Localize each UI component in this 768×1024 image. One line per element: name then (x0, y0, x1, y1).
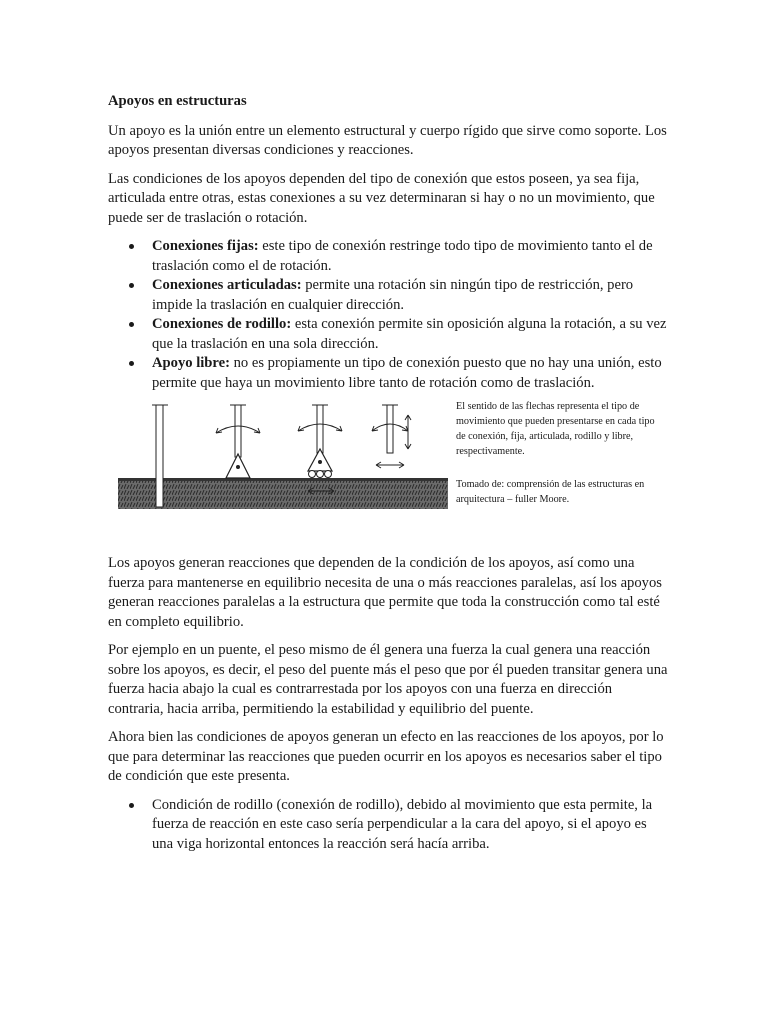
figure-row (108, 399, 668, 544)
supports-illustration (118, 399, 448, 511)
list-item-fixed (108, 237, 668, 276)
final-list (108, 796, 668, 855)
desc-articulated: permite una rotación sin ningún tipo de restricción, pero impide la traslación en cualquier dirección. (152, 277, 634, 313)
figure-caption (456, 399, 666, 525)
caption-source: Tomado de: comprensión de las estructuras en arquitectura – fuller Moore. (456, 479, 645, 505)
term-articulated: Conexiones articuladas: (152, 277, 302, 293)
term-free: Apoyo libre: (152, 355, 230, 371)
term-fixed: Conexiones fijas: (152, 238, 259, 254)
document-title: Apoyos en estructuras (108, 93, 247, 109)
desc-fixed: este tipo de conexión restringe todo tipo de movimiento tanto el de traslación como el de rotación. (152, 238, 653, 274)
body-paragraph-4: Por ejemplo en un puente, el peso mismo de él genera una fuerza la cual genera una reacción sobre los apoyos, es decir, el peso del puente más el peso que por él pueden transitar genera una fuerza hacia abajo la cual es contrarrestada por los apoyos con una fuerza en dirección contraria, hacia arriba, permitiendo la estabilidad y equilibrio del puente. (108, 642, 668, 717)
list-item-roller-condition: Condición de rodillo (conexión de rodillo), debido al movimiento que esta permite, la fuerza de reacción en este caso sería perpendicular a la cara del apoyo, si el apoyo es una viga horizontal entonces la reacción será hacía arriba. (108, 796, 668, 855)
list-item-articulated (108, 276, 668, 315)
desc-free: no es propiamente un tipo de conexión puesto que no hay una unión, esto permite que haya un movimiento libre tanto de rotación como de traslación. (152, 355, 662, 391)
desc-roller: esta conexión permite sin oposición alguna la rotación, a su vez que la traslación en una sola dirección. (152, 316, 667, 352)
connections-list (108, 237, 668, 393)
term-roller: Conexiones de rodillo: (152, 316, 292, 332)
list-item-free (108, 354, 668, 393)
pin-support-icon (216, 405, 260, 478)
body-paragraph-5: Ahora bien las condiciones de apoyos generan un efecto en las reacciones de los apoyos, por lo que para determinar las reacciones que pueden ocurrir en los apoyos es necesarios saber el tipo de condición que este presenta. (108, 729, 664, 784)
intro-paragraph-2: Las condiciones de los apoyos dependen del tipo de conexión que estos poseen, ya sea fija, articulada entre otras, estas conexiones a su vez determinaran si hay o no un movimiento, que puede ser de traslación o rotación. (108, 170, 655, 226)
list-item-roller (108, 315, 668, 354)
body-paragraph-3: Los apoyos generan reacciones que dependen de la condición de los apoyos, así como una fuerza para mantenerse en equilibrio necesita de una o más reacciones paralelas, así los apoyos generan reacciones paralelas a la estructura que permite que toda la construcción como tal esté en completo equilibrio. (108, 555, 662, 630)
ground-shape (118, 479, 448, 509)
intro-paragraph-1: Un apoyo es la unión entre un elemento estructural y cuerpo rígido que sirve como soporte. Los apoyos presentan diversas condiciones y reacciones. (108, 122, 667, 158)
free-support-icon (372, 405, 411, 468)
document-content (108, 92, 668, 858)
caption-text: El sentido de las flechas representa el tipo de movimiento que pueden presentarse en cada tipo de conexión, fija, articulada, rodillo y libre, respectivamente. (456, 401, 655, 457)
